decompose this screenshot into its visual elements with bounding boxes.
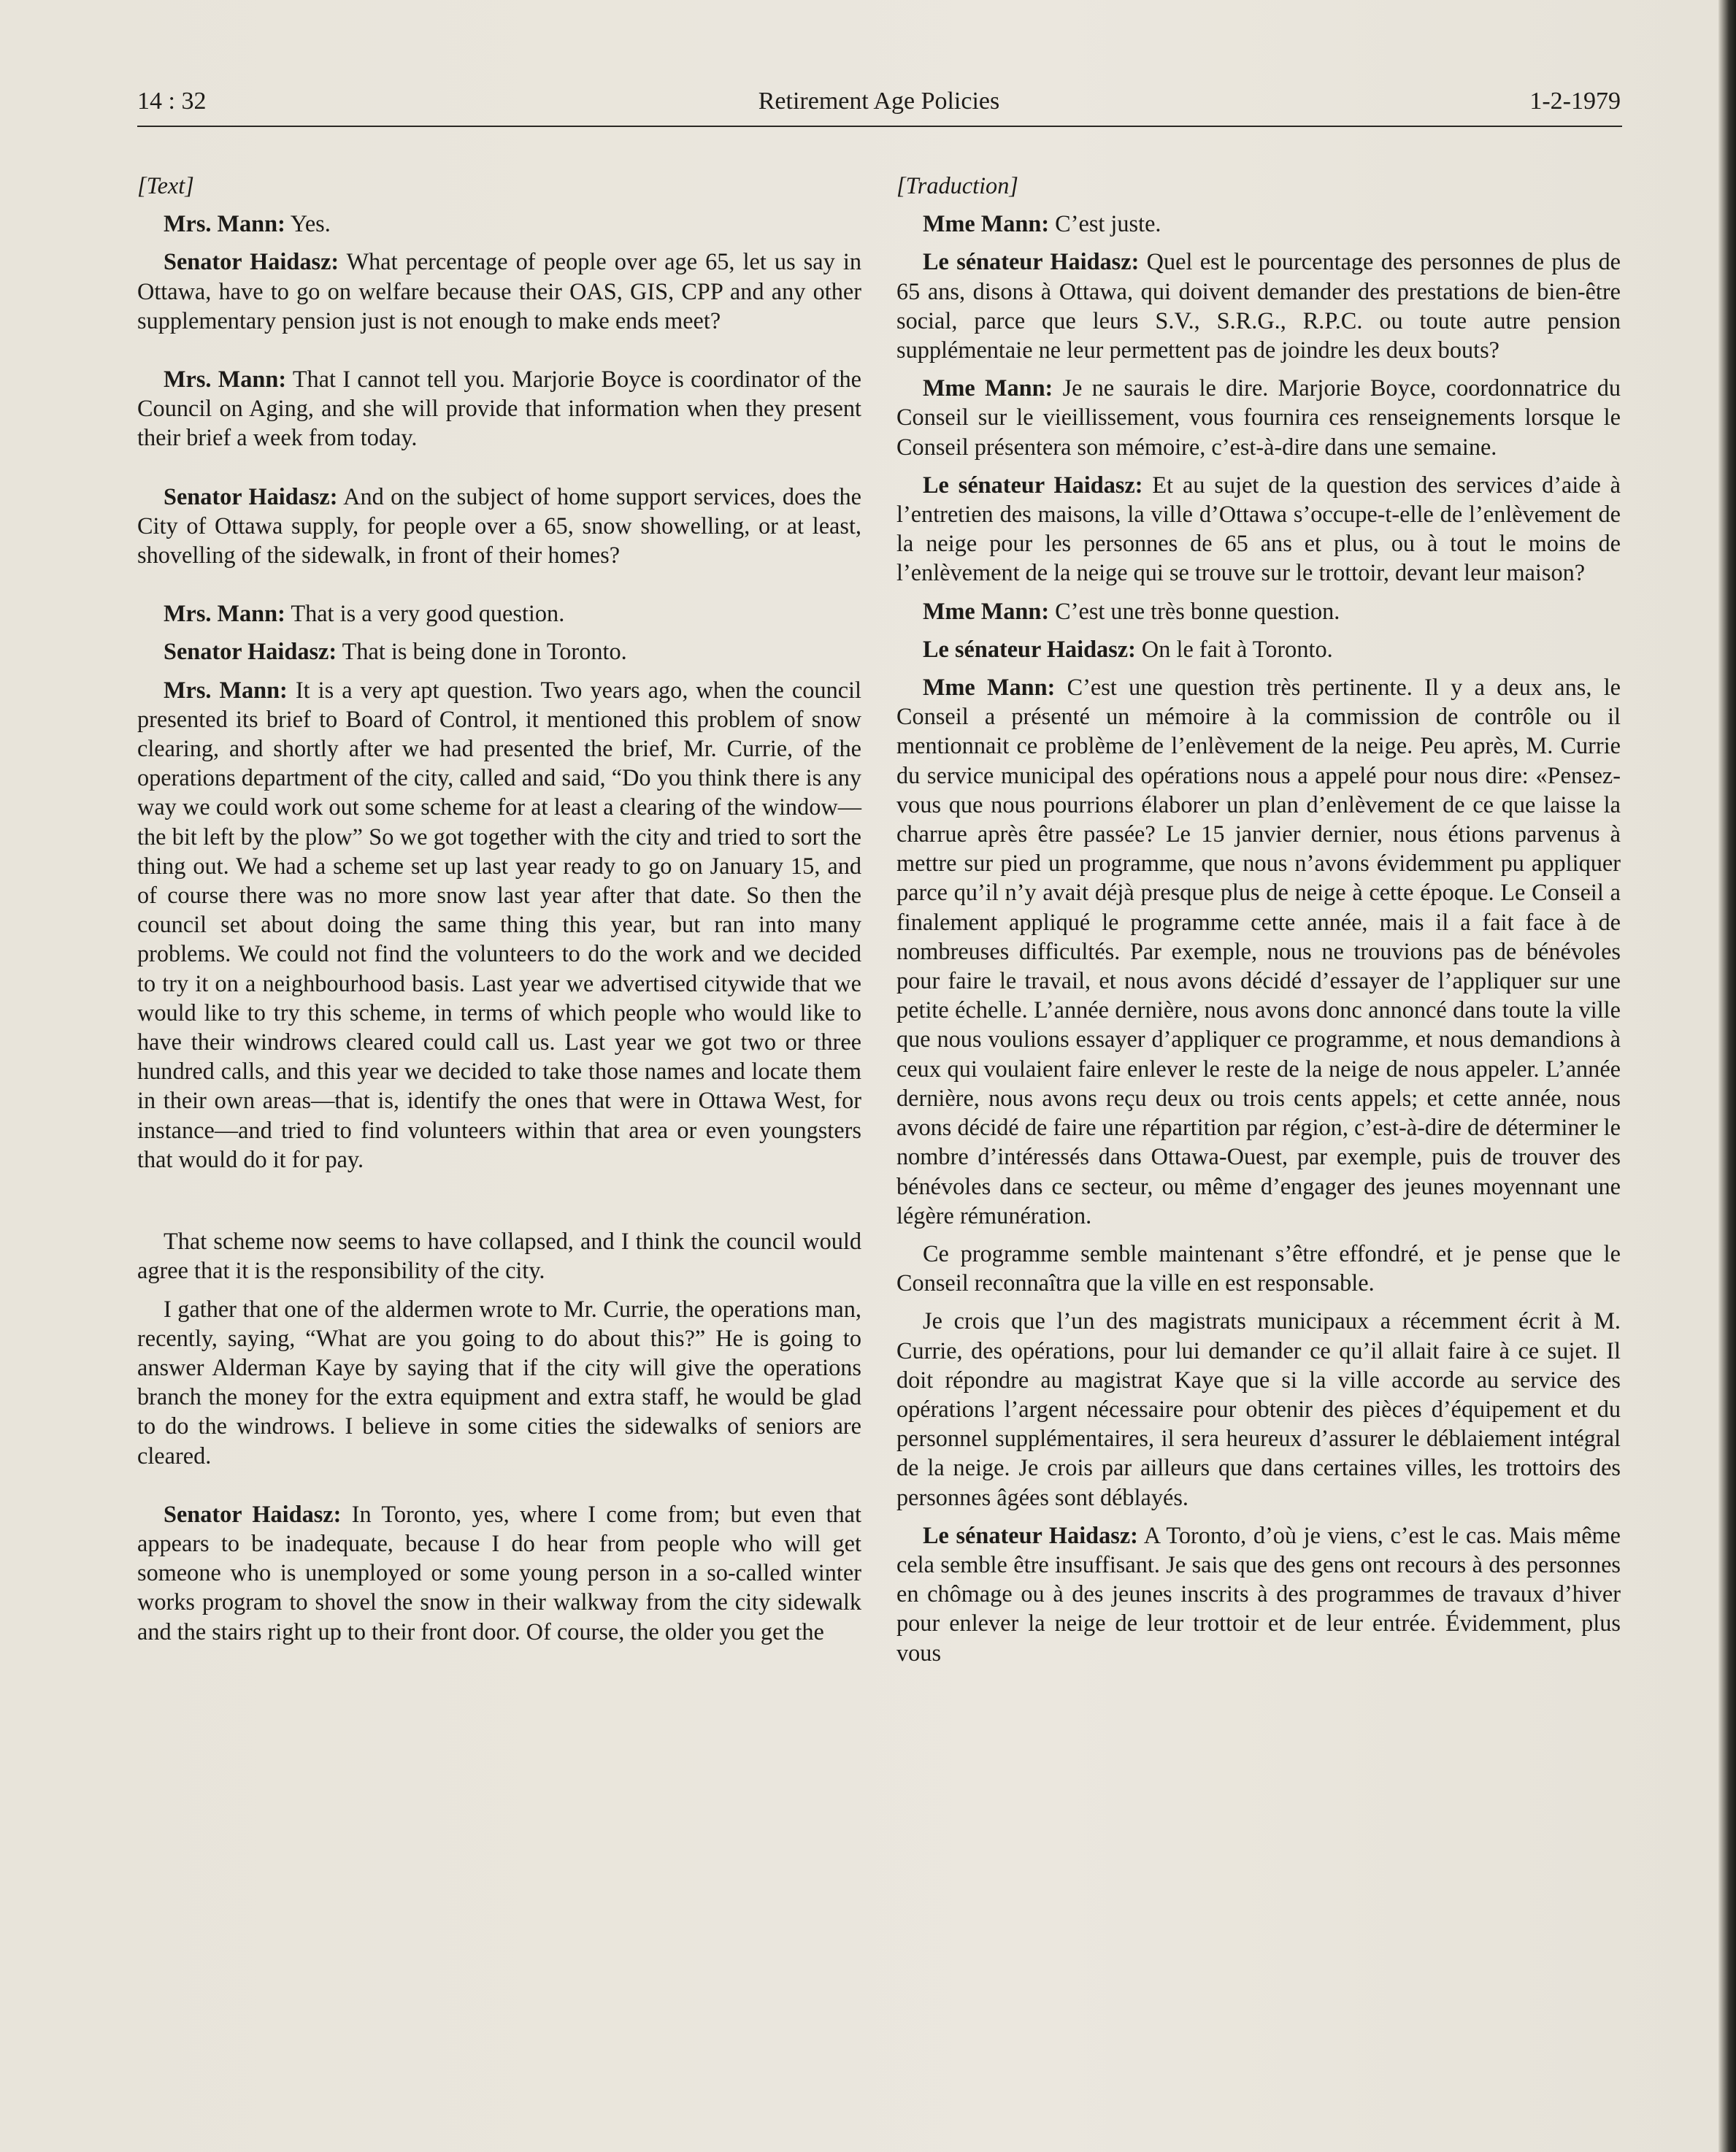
- speaker-name: Mrs. Mann:: [164, 676, 288, 703]
- paragraph: [896, 470, 1621, 588]
- speaker-name: Le sénateur Haidasz:: [923, 1521, 1138, 1548]
- paragraph: [896, 247, 1621, 364]
- speech-text: What percentage of people over age 65, let us say in Ottawa, have to go on welfare because their OAS, GIS, CPP and any other supplementary pension just is not enough to make ends meet?: [137, 248, 861, 334]
- paragraph: [896, 1521, 1621, 1667]
- speech-text: Ce programme semble maintenant s’être effondré, et je pense que le Conseil reconnaîtra que la ville en est responsable.: [896, 1240, 1621, 1296]
- speech-text: I gather that one of the aldermen wrote to Mr. Currie, the operations man, recently, saying, “What are you going to do about this?” He is going to answer Alderman Kaye by saying that if the city will give the operations branch the money for the extra equipment and extra staff, he would be glad to do the windrows. I believe in some cities the sidewalks of seniors are cleared.: [137, 1295, 861, 1469]
- speech-text: Et au sujet de la question des services d’aide à l’entretien des maisons, la ville d’Ottawa s’occupe-t-elle de l’enlèvement de la neige pour les personnes de 65 ans et plus, ou à tout le moins de l’enlèvement de la neige qui se trouve sur le trottoir, devant leur maison?: [896, 471, 1621, 586]
- speech-text: That scheme now seems to have collapsed, and I think the council would agree that it is the responsibility of the city.: [137, 1228, 861, 1284]
- paragraph: [137, 247, 861, 335]
- speech-text: That I cannot tell you. Marjorie Boyce is coordinator of the Council on Aging, and she will provide that information when they present their brief a week from today.: [137, 366, 861, 451]
- speaker-name: Le sénateur Haidasz:: [923, 635, 1136, 662]
- speech-text: Je ne saurais le dire. Marjorie Boyce, coordonnatrice du Conseil sur le vieillissement, vous fournira ces renseignements lorsque le Conseil présentera son mémoire, c’est-à-dire dans une semaine.: [896, 374, 1621, 460]
- speech-text: And on the subject of home support services, does the City of Ottawa supply, for people over a 65, snow showelling, or at least, shovelling of the sidewalk, in front of their homes?: [137, 483, 861, 569]
- speech-text: Yes.: [285, 210, 331, 237]
- paragraph: [896, 209, 1621, 238]
- speaker-name: Mrs. Mann:: [164, 366, 287, 393]
- speech-text: Quel est le pourcentage des personnes de plus de 65 ans, disons à Ottawa, qui doivent demander des prestations de bien-être social, parce que leurs S.V., S.R.G., R.P.C. ou toute autre pension supplémentaie ne leur permettent pas de joindre les deux bouts?: [896, 248, 1621, 364]
- speech-text: C’est une question très pertinente. Il y a deux ans, le Conseil a présenté un mémoire à la commission de contrôle ou il mentionnait ce problème de l’enlèvement de la neige. Peu après, M. Currie du service municipal des opérations nous a appelé pour nous dire: «Pensez-vous que nous pourrions élaborer un plan d’enlèvement de ce que laisse la charrue après être passée? Le 15 janvier dernier, nous étions parvenus à mettre sur pied un programme, que nous n’avons évidemment pu appliquer parce qu’il n’y avait déjà presque plus de neige à cette époque. Le Conseil a finalement appliqué le programme cette année, mais il a fait face à de nombreuses difficultés. Par exemple, nous ne trouvions pas de bénévoles pour faire le travail, et nous avons décidé d’essayer de l’appliquer sur une petite échelle. L’année dernière, nous avons donc annoncé dans toute la ville que nous voulions essayer d’appliquer ce programme, et nous demandions à ceux qui voulaient faire enlever le reste de la neige de nous appeler. L’année dernière, nous avons reçu deux ou trois cents appels; et cette année, nous avons décidé de faire une répartition par région, c’est-à-dire de déterminer le nombre d’intéressés dans Ottawa-Ouest, par exemple, puis de trouver des bénévoles dans ce secteur, ou même d’engager des jeunes moyennant une légère rémunération.: [896, 674, 1621, 1229]
- speaker-name: Mme Mann:: [923, 210, 1050, 237]
- running-title: Retirement Age Policies: [758, 88, 1000, 115]
- header-date: 1-2-1979: [1529, 88, 1621, 115]
- speaker-name: Senator Haidasz:: [164, 248, 339, 275]
- page-binding-shadow: [1718, 0, 1736, 2152]
- paragraph: [896, 1239, 1621, 1297]
- speaker-name: Senator Haidasz:: [164, 638, 337, 665]
- speaker-name: Mme Mann:: [923, 674, 1056, 701]
- speaker-name: Mrs. Mann:: [164, 210, 285, 237]
- page-number: 14 : 32: [137, 88, 207, 115]
- paragraph: [896, 634, 1621, 664]
- speech-text: C’est une très bonne question.: [1049, 597, 1340, 624]
- paragraph: [896, 672, 1621, 1230]
- english-column: [137, 171, 861, 1646]
- speaker-name: Senator Haidasz:: [164, 1500, 342, 1527]
- speaker-name: Mme Mann:: [923, 374, 1053, 401]
- paragraph: [137, 637, 861, 666]
- speech-text: Je crois que l’un des magistrats municipaux a récemment écrit à M. Currie, des opérations, pour lui demander ce qu’il allait faire à ce sujet. Il doit répondre au magistrat Kaye que si la ville accorde au service des opérations l’argent nécessaire pour obtenir des pièces d’équipement et du personnel supplémentaires, il sera heureux d’assurer le déblaiement intégral de la neige. Je crois par ailleurs que dans certaines villes, les trottoirs des personnes âgées sont déblayés.: [896, 1307, 1621, 1510]
- page-header: [137, 88, 1621, 124]
- paragraph: [137, 209, 861, 238]
- paragraph: [137, 364, 861, 453]
- paragraph: [137, 482, 861, 570]
- speech-text: A Toronto, d’où je viens, c’est le cas. Mais même cela semble être insuffisant. Je sais que des gens ont recours à des personnes en chômage ou à des jeunes inscrits à des programmes de travaux d’hiver pour enlever la neige de leur trottoir et de leur entrée. Évidemment, plus vous: [896, 1521, 1621, 1666]
- paragraph: [137, 1499, 861, 1646]
- paragraph: [137, 1294, 861, 1470]
- speech-text: It is a very apt question. Two years ago, when the council presented its brief to Board of Control, it mentioned this problem of snow clearing, and shortly after we had presented the brief, Mr. Currie, of the operations department of the city, called and said, “Do you think there is any way we could work out some scheme for at least a clearing of the window—the bit left by the plow” So we got together with the city and tried to sort the thing out. We had a scheme set up last year ready to go on January 15, and of course there was no more snow last year after that date. So then the council set about doing the same thing this year, but ran into many problems. We could not find the volunteers to do the work and we decided to try it on a neighbourhood basis. Last year we advertised citywide that we would like to try this scheme, in terms of which people who would like to have their windrows cleared could call us. Last year we got two or three hundred calls, and this year we decided to take those names and locate them in their own areas—that is, identify the ones that were in Ottawa West, for instance—and tried to find volunteers within that area or even youngsters that would do it for pay.: [137, 676, 861, 1172]
- speaker-name: Mme Mann:: [923, 597, 1050, 624]
- speech-text: That is a very good question.: [285, 600, 565, 627]
- speech-text: On le fait à Toronto.: [1135, 635, 1333, 662]
- translation-tag: [Traduction]: [896, 172, 1018, 199]
- speaker-name: Senator Haidasz:: [164, 483, 338, 510]
- header-rule: [137, 126, 1622, 127]
- text-tag: [Text]: [137, 172, 194, 199]
- speech-text: C’est juste.: [1049, 210, 1161, 237]
- speaker-name: Le sénateur Haidasz:: [923, 248, 1140, 275]
- speech-text: That is being done in Toronto.: [337, 638, 627, 665]
- paragraph: [137, 675, 861, 1174]
- french-column: [896, 171, 1621, 1667]
- speaker-name: Le sénateur Haidasz:: [923, 471, 1143, 498]
- paragraph: [896, 1306, 1621, 1511]
- paragraph: [896, 596, 1621, 626]
- speaker-name: Mrs. Mann:: [164, 600, 285, 627]
- paragraph: [896, 373, 1621, 461]
- paragraph: [137, 599, 861, 628]
- speech-text: In Toronto, yes, where I come from; but even that appears to be inadequate, because I do hear from people who will get someone who is unemployed or some young person in a so-called winter works program to shovel the snow in their walkway from the city sidewalk and the stairs right up to their front door. Of course, the older you get the: [137, 1500, 861, 1645]
- paragraph: [137, 1226, 861, 1285]
